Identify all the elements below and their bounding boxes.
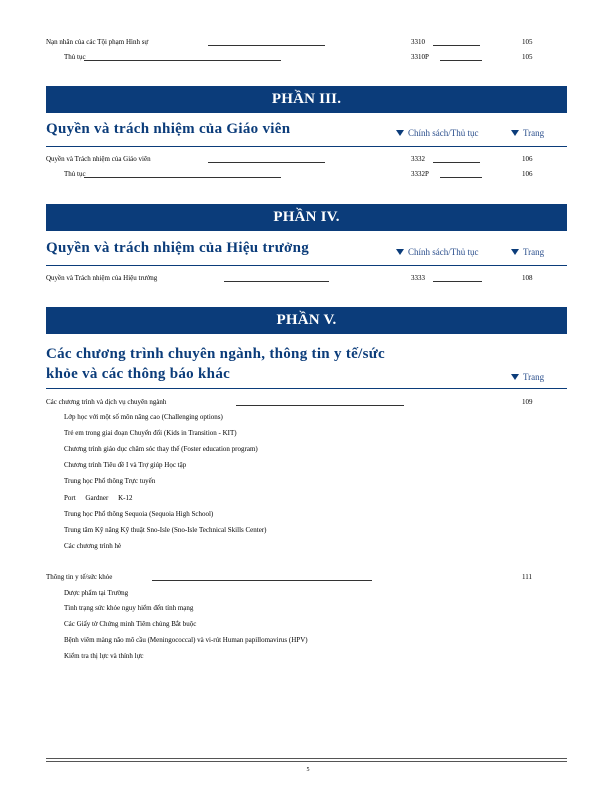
toc-entry-teacher-rights: Quyền và Trách nhiệm của Giáo viên [46, 155, 151, 163]
leader-line [152, 580, 372, 581]
leader-line [433, 162, 480, 163]
column-header-page: Trang [511, 247, 544, 257]
triangle-down-icon [511, 130, 519, 136]
leader-line [208, 162, 325, 163]
page-ref: 108 [522, 274, 533, 282]
policy-code: 3332 [411, 155, 425, 163]
leader-line [433, 45, 480, 46]
page-ref: 111 [522, 573, 532, 581]
list-item: Tình trạng sức khỏe nguy hiểm đến tính mạng [64, 604, 194, 612]
list-item: Lớp học với một số môn nâng cao (Challenging options) [64, 413, 223, 421]
triangle-down-icon [396, 249, 404, 255]
list-item: Kiểm tra thị lực và thính lực [64, 652, 144, 660]
policy-code: 3333 [411, 274, 425, 282]
triangle-down-icon [396, 130, 404, 136]
toc-entry-procedure: Thủ tục [64, 170, 86, 178]
page-ref: 105 [522, 38, 533, 46]
column-header-policy: Chính sách/Thủ tục [396, 128, 479, 138]
section-rule [46, 265, 567, 266]
part-banner: PHẦN IV. [46, 204, 567, 231]
section-rule [46, 146, 567, 147]
toc-entry-programs: Các chương trình và dịch vụ chuyên ngành [46, 398, 167, 406]
list-item: Chương trình giáo dục chăm sóc thay thế (Foster education program) [64, 445, 258, 453]
toc-entry-health: Thông tin y tế/sức khỏe [46, 573, 113, 581]
list-item: Trung học Phổ thông Sequoia (Sequoia High School) [64, 510, 214, 518]
section-title: Quyền và trách nhiệm của Giáo viên [46, 121, 291, 137]
section-rule [46, 388, 567, 389]
section-title-line2: khỏe và các thông báo khác [46, 366, 231, 382]
policy-code: 3332P [411, 170, 429, 178]
footer-rule [46, 758, 567, 759]
list-item: Các Giấy tờ Chứng minh Tiêm chủng Bắt buộc [64, 620, 197, 628]
column-header-page: Trang [511, 372, 544, 382]
list-item: Chương trình Tiêu đề I và Trợ giúp Học tập [64, 461, 187, 469]
page-ref: 106 [522, 170, 533, 178]
list-item: Trung tâm Kỹ năng Kỹ thuật Sno-Isle (Sno-Isle Technical Skills Center) [64, 526, 267, 534]
triangle-down-icon [511, 374, 519, 380]
page-number: 5 [306, 767, 310, 773]
list-item: Bệnh viêm màng não mô cầu (Meningococcal) và vi-rút Human papillomavirus (HPV) [64, 636, 308, 644]
leader-line [224, 281, 329, 282]
leader-line [433, 281, 482, 282]
page-ref: 106 [522, 155, 533, 163]
toc-entry-principal-rights: Quyền và Trách nhiệm của Hiệu trưởng [46, 274, 158, 282]
list-item: Dược phẩm tại Trường [64, 589, 129, 597]
page-ref: 105 [522, 53, 533, 61]
page-ref: 109 [522, 398, 533, 406]
triangle-down-icon [511, 249, 519, 255]
list-item: Trung học Phổ thông Trực tuyến [64, 477, 156, 485]
toc-entry-victims: Nạn nhân của các Tội phạm Hình sự [46, 38, 149, 46]
column-header-policy: Chính sách/Thủ tục [396, 247, 479, 257]
leader-line [236, 405, 404, 406]
list-item: Các chương trình hè [64, 542, 122, 550]
part-banner: PHẦN V. [46, 307, 567, 334]
leader-line [440, 177, 482, 178]
policy-code: 3310P [411, 53, 429, 61]
list-item: Port Gardner K-12 [64, 494, 133, 502]
leader-line [440, 60, 482, 61]
list-item: Trẻ em trong giai đoạn Chuyển đổi (Kids in Transition - KIT) [64, 429, 237, 437]
toc-entry-procedure: Thủ tục [64, 53, 86, 61]
part-banner: PHẦN III. [46, 86, 567, 113]
section-title-line1: Các chương trình chuyên ngành, thông tin y tế/sức [46, 346, 385, 362]
footer-rule [46, 761, 567, 762]
leader-line [84, 177, 281, 178]
column-header-page: Trang [511, 128, 544, 138]
leader-line [84, 60, 281, 61]
leader-line [208, 45, 325, 46]
section-title: Quyền và trách nhiệm của Hiệu trưởng [46, 240, 310, 256]
policy-code: 3310 [411, 38, 425, 46]
